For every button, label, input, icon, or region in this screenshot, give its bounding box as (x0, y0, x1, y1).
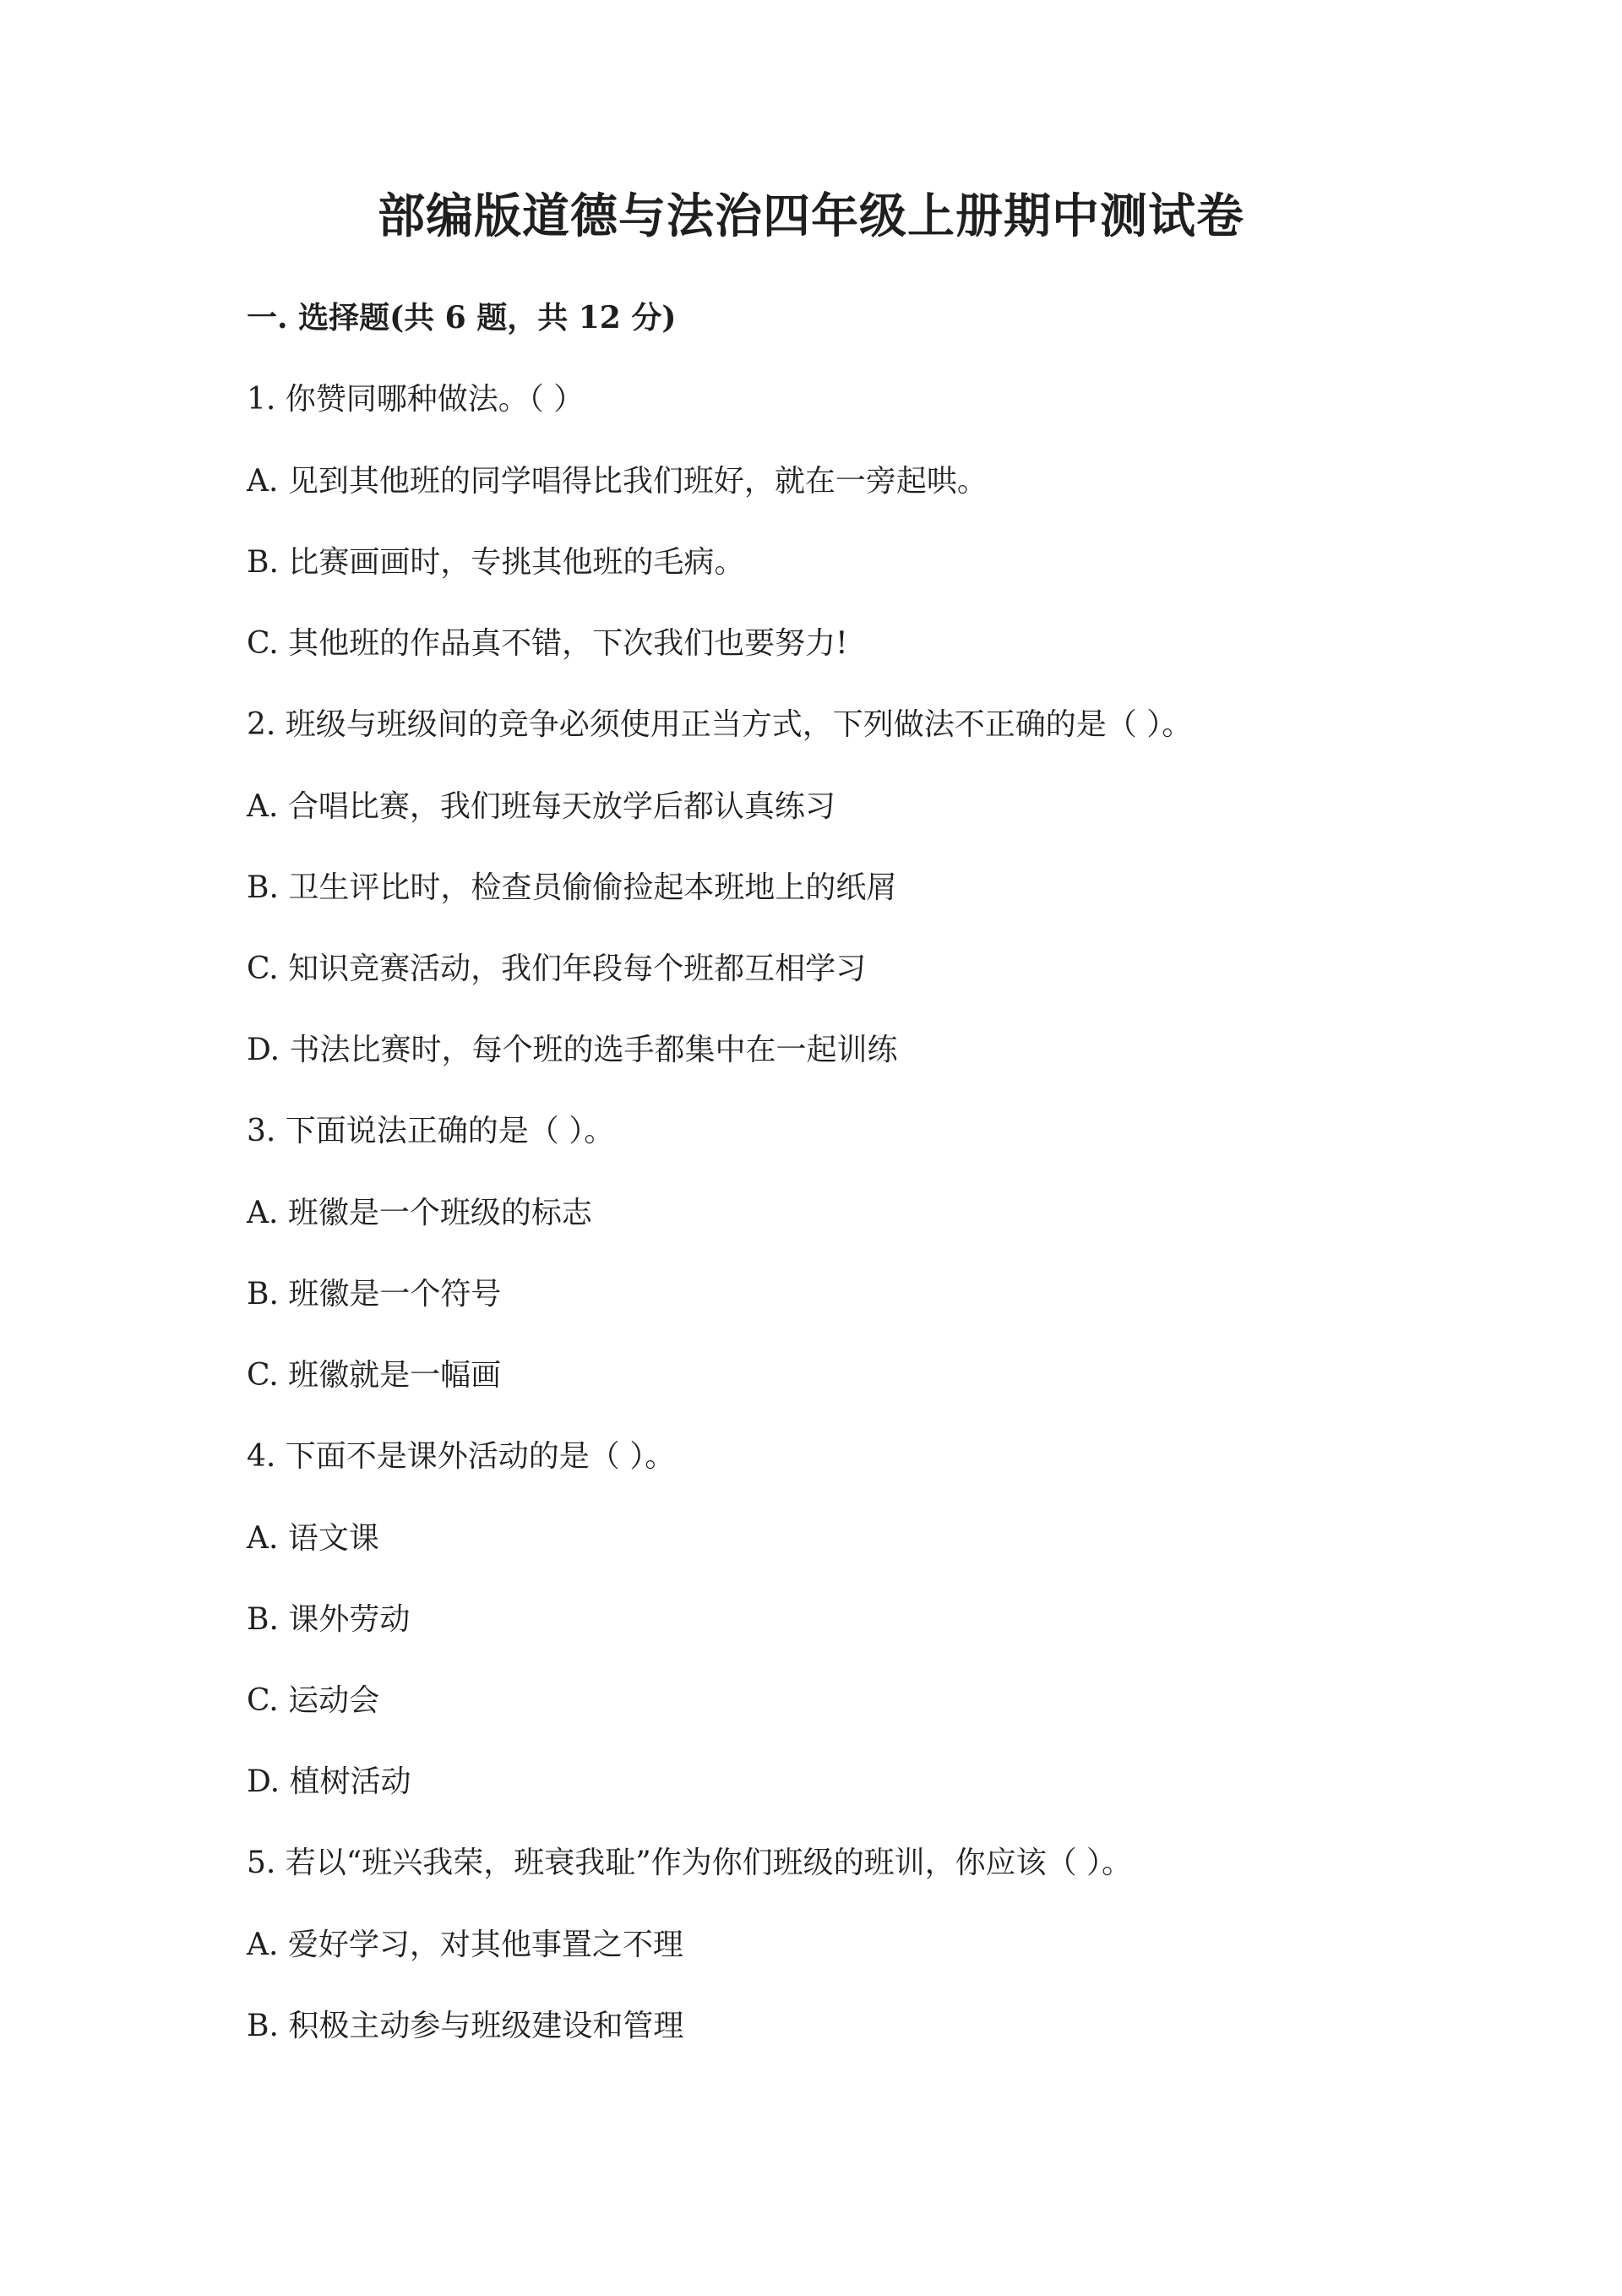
question-3-option-c: C. 班徽就是一幅画 (247, 1358, 502, 1393)
question-2-option-b: B. 卫生评比时，检查员偷偷捡起本班地上的纸屑 (247, 870, 897, 905)
question-4-option-c: C. 运动会 (247, 1683, 380, 1718)
question-3: 3. 下面说法正确的是（ ）。 (247, 1114, 615, 1148)
question-5: 5. 若以“班兴我荣，班衰我耻”作为你们班级的班训，你应该（ ）。 (247, 1846, 1133, 1880)
page-title: 部编版道德与法治四年级上册期中测试卷 (378, 188, 1244, 244)
question-2-option-c: C. 知识竞赛活动，我们年段每个班都互相学习 (247, 952, 867, 986)
section-heading: 一. 选择题(共 6 题，共 12 分) (247, 300, 677, 335)
question-1-option-c: C. 其他班的作品真不错，下次我们也要努力! (247, 626, 848, 661)
question-2: 2. 班级与班级间的竞争必须使用正当方式，下列做法不正确的是（ ）。 (247, 707, 1193, 742)
question-1-option-b: B. 比赛画画时，专挑其他班的毛病。 (247, 545, 745, 580)
question-4-option-a: A. 语文课 (247, 1521, 379, 1556)
question-4-option-d: D. 植树活动 (247, 1764, 411, 1799)
question-5-option-a: A. 爱好学习，对其他事置之不理 (247, 1928, 683, 1962)
question-3-option-b: B. 班徽是一个符号 (247, 1277, 502, 1312)
question-4-option-b: B. 课外劳动 (247, 1602, 411, 1637)
question-1-option-a: A. 见到其他班的同学唱得比我们班好，就在一旁起哄。 (247, 464, 988, 499)
question-4: 4. 下面不是课外活动的是（ ）。 (247, 1439, 676, 1474)
question-2-option-d: D. 书法比赛时，每个班的选手都集中在一起训练 (247, 1033, 898, 1067)
question-2-option-a: A. 合唱比赛，我们班每天放学后都认真练习 (247, 789, 835, 824)
question-3-option-a: A. 班徽是一个班级的标志 (247, 1196, 592, 1230)
question-1: 1. 你赞同哪种做法。（ ） (247, 382, 585, 417)
question-5-option-b: B. 积极主动参与班级建设和管理 (247, 2009, 684, 2043)
